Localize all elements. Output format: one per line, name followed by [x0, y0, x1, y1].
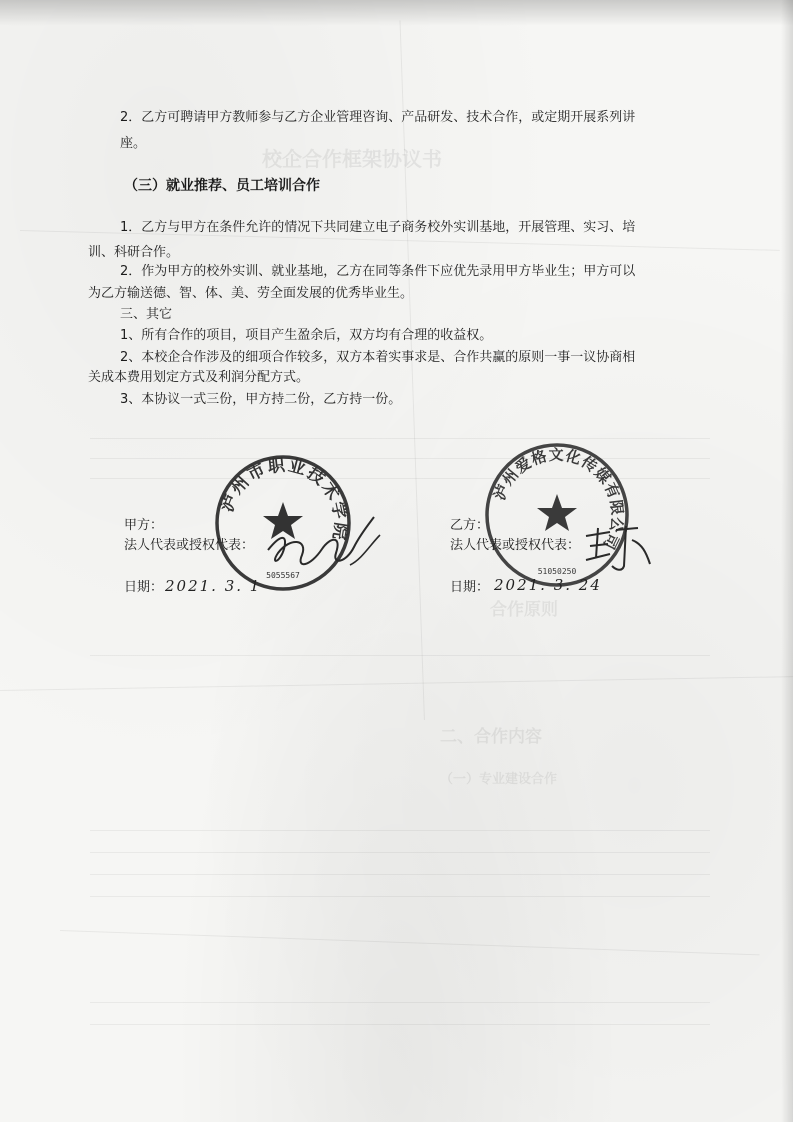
paragraph-line: 座。	[120, 136, 147, 151]
party-b-date-value: 2021. 3. 24	[494, 576, 602, 594]
show-through-line	[90, 655, 710, 656]
paragraph-line: 关成本费用划定方式及利润分配方式。	[88, 370, 310, 385]
party-a-representative-label: 法人代表或授权代表：	[124, 538, 255, 553]
paragraph-line: 2．作为甲方的校外实训、就业基地，乙方在同等条件下应优先录用甲方毕业生；甲方可以	[120, 264, 636, 279]
show-through-line	[90, 1024, 710, 1025]
seal-ring-text: 泸州市职业技术学院	[217, 455, 351, 543]
paper-crease	[60, 930, 760, 955]
section-heading: （三）就业推荐、员工培训合作	[124, 178, 320, 194]
show-through-line	[90, 874, 710, 875]
paper-crease	[0, 676, 793, 691]
party-a-date-label: 日期：	[124, 580, 164, 595]
show-through-heading: （一）专业建设合作	[440, 772, 558, 787]
show-through-line	[90, 830, 710, 831]
show-through-line	[90, 852, 710, 853]
paragraph-line: 1．乙方与甲方在条件允许的情况下共同建立电子商务校外实训基地，开展管理、实习、培	[120, 220, 636, 235]
party-b-representative-label: 法人代表或授权代表：	[450, 538, 581, 553]
seal-code: 51050250	[537, 567, 577, 576]
seal-ring-text: 泸州爱格文化传媒有限公司	[490, 445, 627, 553]
paragraph-line: 为乙方输送德、智、体、美、劳全面发展的优秀毕业生。	[88, 286, 414, 301]
paragraph-line: 1、所有合作的项目，项目产生盈余后，双方均有合理的收益权。	[120, 328, 493, 343]
seal-code: 5055567	[266, 571, 300, 580]
scan-shadow-top	[0, 0, 793, 26]
scan-shadow-right	[781, 0, 793, 1122]
show-through-heading: 校企合作框架协议书	[262, 147, 442, 171]
paragraph-line: 训、科研合作。	[88, 245, 180, 260]
party-b-label: 乙方：	[450, 518, 490, 533]
show-through-heading: 合作原则	[490, 600, 558, 620]
paragraph-line: 2、本校企合作涉及的细项合作较多，双方本着实事求是、合作共赢的原则一事一议协商相	[120, 350, 636, 365]
party-a-label: 甲方：	[124, 518, 164, 533]
show-through-line	[90, 478, 710, 479]
paragraph-line: 3、本协议一式三份，甲方持二份，乙方持一份。	[120, 392, 402, 407]
paragraph-line: 2．乙方可聘请甲方教师参与乙方企业管理咨询、产品研发、技术合作，或定期开展系列讲	[120, 110, 636, 125]
party-a-date-value: 2021. 3. 1	[165, 577, 262, 595]
show-through-line	[90, 1002, 710, 1003]
show-through-line	[90, 458, 710, 459]
show-through-line	[90, 896, 710, 897]
show-through-heading: 二、合作内容	[440, 727, 542, 747]
party-b-date-label: 日期：	[450, 580, 490, 595]
party-b-handwritten-signature	[580, 518, 660, 578]
show-through-line	[90, 438, 710, 439]
party-a-handwritten-signature	[250, 505, 400, 585]
section-heading: 三、其它	[120, 307, 173, 322]
star-icon	[537, 494, 577, 531]
